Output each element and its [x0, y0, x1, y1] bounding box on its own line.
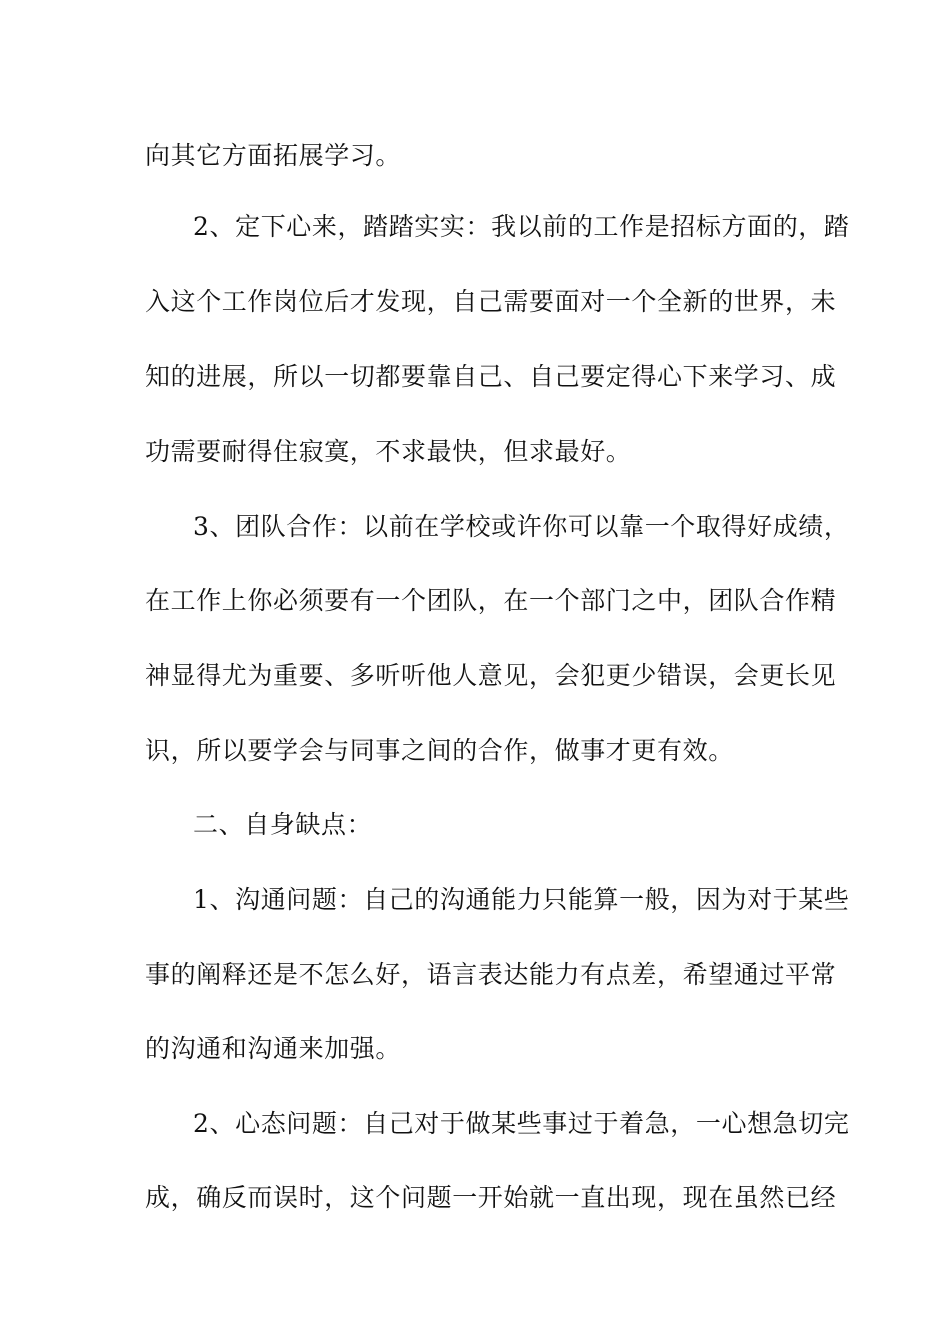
- text-line: 事的阐释还是不怎么好，语言表达能力有点差，希望通过平常: [145, 960, 837, 989]
- text-line: 神显得尤为重要、多听听他人意见，会犯更少错误，会更长见: [145, 661, 837, 690]
- section-heading: 二、自身缺点：: [193, 810, 373, 839]
- text-line: 识，所以要学会与同事之间的合作，做事才更有效。: [145, 736, 734, 765]
- paragraph-line: 2、定下心来，踏踏实实：我以前的工作是招标方面的，踏: [193, 212, 850, 241]
- text-line: 成，确反而误时，这个问题一开始就一直出现，现在虽然已经: [145, 1183, 837, 1212]
- text-line: 功需要耐得住寂寞，不求最快，但求最好。: [145, 437, 632, 466]
- paragraph-line: 3、团队合作：以前在学校或许你可以靠一个取得好成绩，: [193, 512, 850, 541]
- paragraph-line: 1、沟通问题：自己的沟通能力只能算一般，因为对于某些: [193, 885, 850, 914]
- paragraph-line: 2、心态问题：自己对于做某些事过于着急，一心想急切完: [193, 1109, 850, 1138]
- text-line: 入这个工作岗位后才发现，自己需要面对一个全新的世界，未: [145, 287, 837, 316]
- text-line: 的沟通和沟通来加强。: [145, 1034, 402, 1063]
- text-line: 知的进展，所以一切都要靠自己、自己要定得心下来学习、成: [145, 362, 837, 391]
- text-line: 在工作上你必须要有一个团队，在一个部门之中，团队合作精: [145, 586, 837, 615]
- text-line: 向其它方面拓展学习。: [145, 141, 402, 170]
